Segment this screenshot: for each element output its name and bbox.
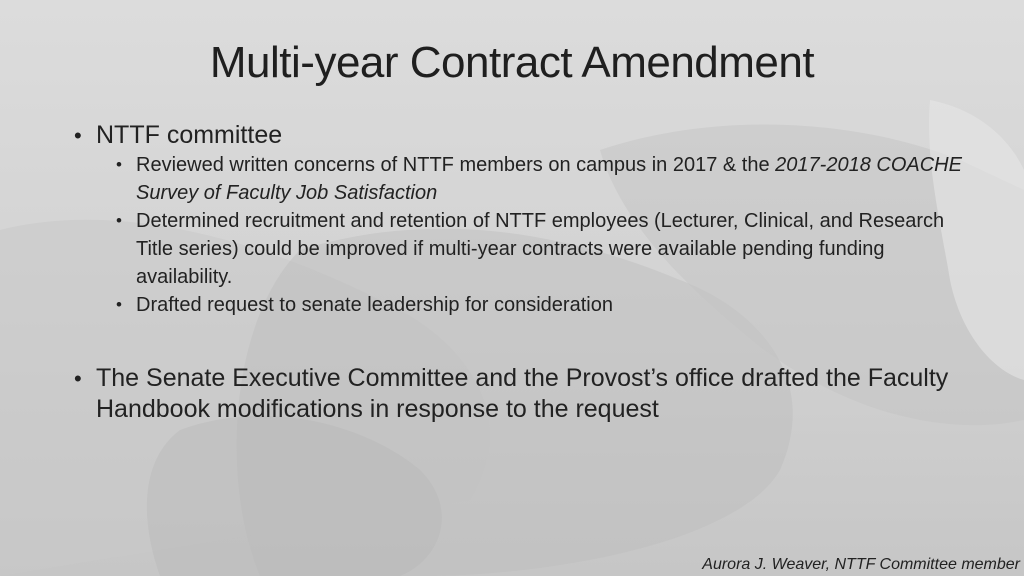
bullet-icon: • bbox=[116, 295, 122, 314]
bullet-nttf-committee bbox=[72, 120, 972, 151]
bullet-senate-executive-committee bbox=[72, 363, 972, 425]
sub-bullet-drafted-request bbox=[72, 291, 972, 319]
sub-bullet-text: Reviewed written concerns of NTTF members on campus in 2017 & the bbox=[136, 154, 776, 176]
slide-content bbox=[72, 120, 972, 425]
sub-bullet-reviewed-concerns bbox=[72, 151, 972, 207]
bullet-icon: • bbox=[116, 211, 122, 230]
footer-author: Aurora J. Weaver, NTTF Committee member bbox=[702, 556, 1020, 573]
bullet-text: NTTF committee bbox=[96, 121, 283, 149]
bullet-icon: • bbox=[74, 123, 82, 148]
survey-title: 2017-2018 COACHE Survey of Faculty Job Satisfaction bbox=[136, 154, 962, 204]
sub-bullet-determined-recruitment bbox=[72, 207, 972, 291]
slide-title: Multi-year Contract Amendment bbox=[209, 38, 815, 87]
sub-bullet-text: Drafted request to senate leadership for consideration bbox=[136, 294, 613, 316]
bullet-icon: • bbox=[116, 155, 122, 174]
bullet-icon: • bbox=[74, 366, 82, 391]
bullet-text: The Senate Executive Committee and the Provost’s office drafted the Faculty Handbook modifications in response to the request bbox=[96, 364, 949, 423]
sub-bullet-text: Determined recruitment and retention of NTTF employees (Lecturer, Clinical, and Research Title series) could be improved if multi-year contracts were available pending funding availability. bbox=[136, 210, 945, 288]
